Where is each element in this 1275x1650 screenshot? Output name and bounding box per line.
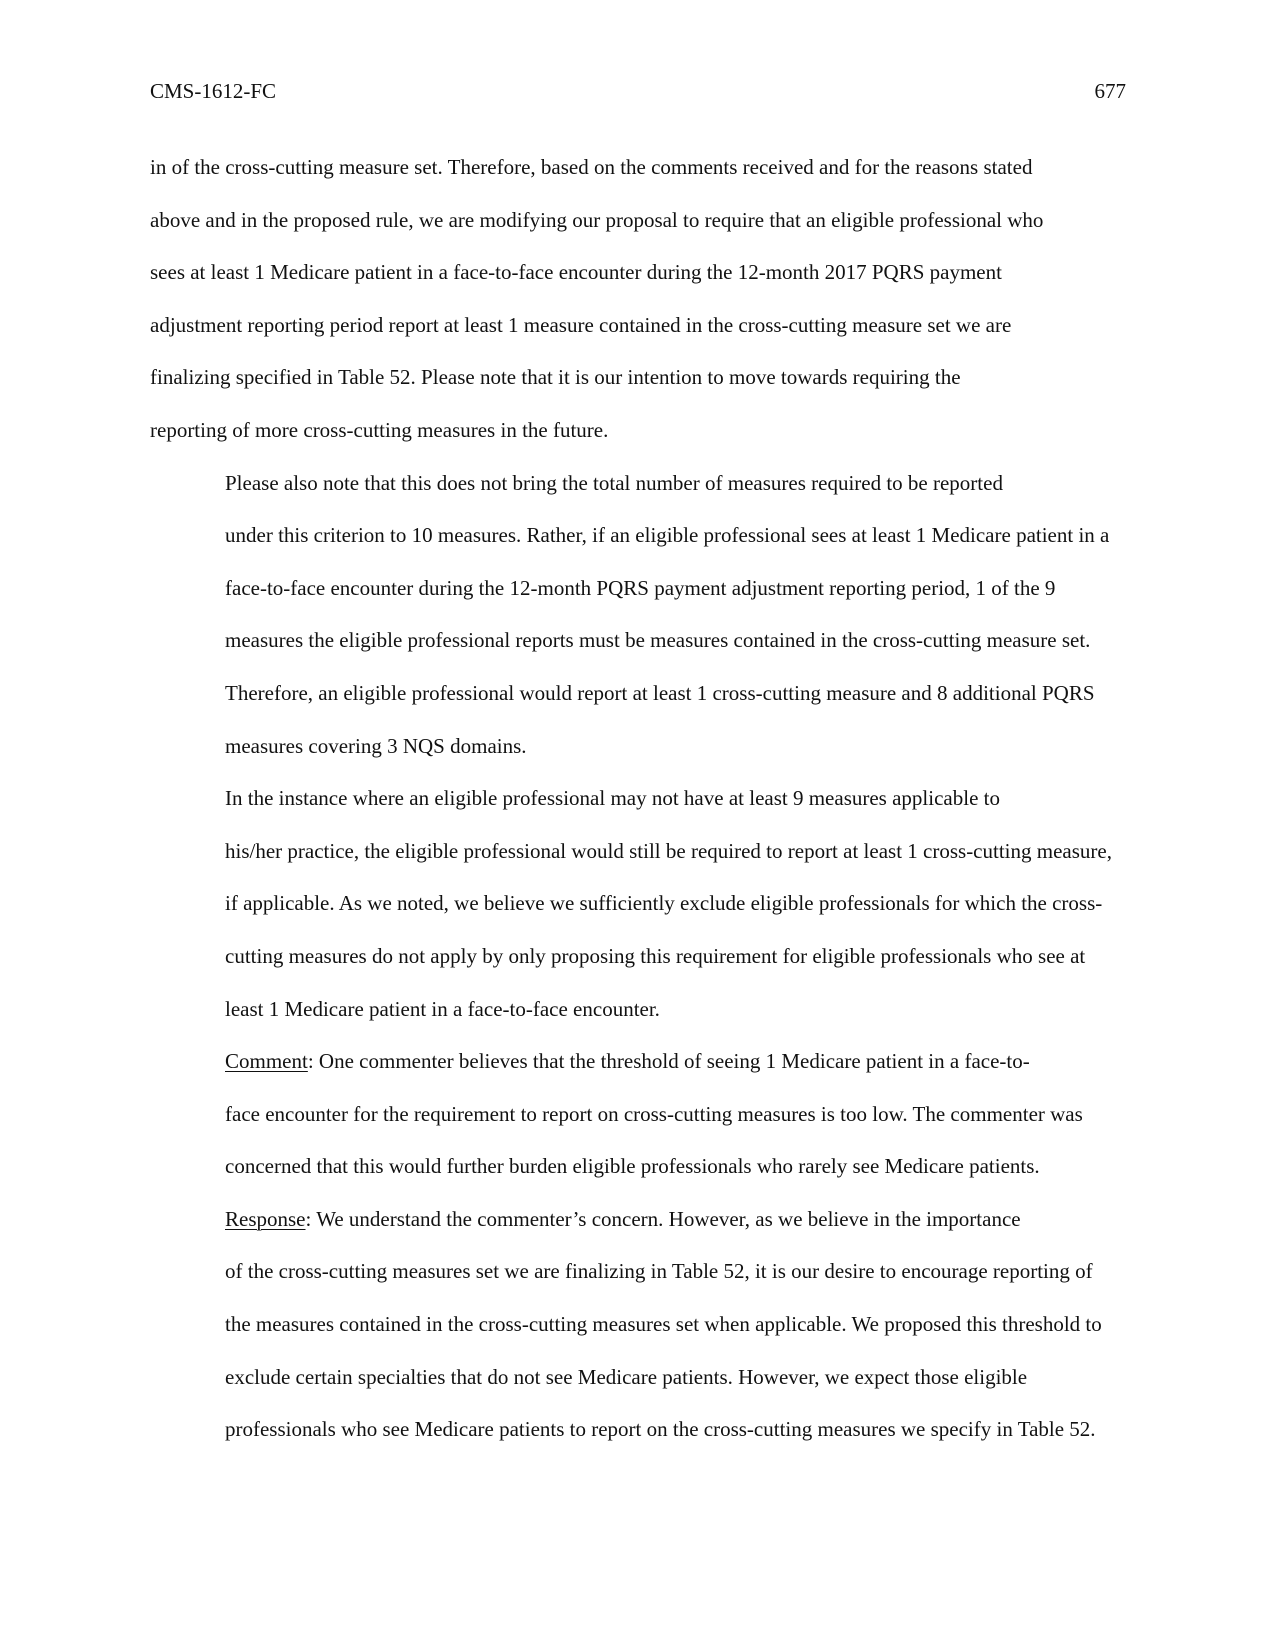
text-line: In the instance where an eligible professional may not have at least 9 measures applicable to [225,786,1000,811]
paragraph-applicability [150,772,1130,1035]
paragraph-comment [150,1035,1130,1193]
paragraph-total-measures [150,457,1130,773]
text-line [150,1193,1130,1246]
document-id: CMS-1612-FC [150,79,277,103]
text-line: reporting of more cross-cutting measures in the future. [150,417,609,442]
text-line: professionals who see Medicare patients to report on the cross-cutting measures we specify in Table 52. [225,1417,1096,1442]
paragraph-response [150,1193,1130,1456]
text-line: under this criterion to 10 measures. Rather, if an eligible professional sees at least 1 Medicare patient in a [225,523,1110,548]
text-line: exclude certain specialties that do not see Medicare patients. However, we expect those eligible [225,1364,1028,1389]
text-line: of the cross-cutting measures set we are finalizing in Table 52, it is our desire to encourage reporting of [225,1259,1093,1284]
text-line: above and in the proposed rule, we are modifying our proposal to require that an eligible professional who [150,207,1044,232]
response-label: Response [225,1206,306,1231]
body-text [150,141,1130,1456]
page-header [150,76,1126,106]
text-line: Therefore, an eligible professional would report at least 1 cross-cutting measure and 8 additional PQRS [225,680,1095,705]
paragraph-continuation [150,141,1130,457]
comment-label: Comment [225,1049,308,1074]
text-line: face-to-face encounter during the 12-month PQRS payment adjustment reporting period, 1 of the 9 [225,575,1056,600]
response-first-line: : We understand the commenter’s concern. However, as we believe in the importance [305,1206,1021,1231]
text-line: his/her practice, the eligible professional would still be required to report at least 1 cross-cutting measure, [225,838,1112,863]
text-line: concerned that this would further burden eligible professionals who rarely see Medicare patients. [225,1154,1040,1179]
text-line: sees at least 1 Medicare patient in a face-to-face encounter during the 12-month 2017 PQRS payment [150,260,1002,285]
text-line: Please also note that this does not bring the total number of measures required to be reported [225,470,1003,495]
text-line: face encounter for the requirement to report on cross-cutting measures is too low. The commenter was [225,1101,1083,1126]
text-line: adjustment reporting period report at least 1 measure contained in the cross-cutting measure set we are [150,312,1012,337]
text-line: the measures contained in the cross-cutting measures set when applicable. We proposed this threshold to [225,1312,1102,1337]
text-line: in of the cross-cutting measure set. Therefore, based on the comments received and for the reasons stated [150,155,1033,179]
text-line [150,1035,1130,1088]
text-line: least 1 Medicare patient in a face-to-face encounter. [225,996,660,1021]
text-line: measures the eligible professional reports must be measures contained in the cross-cutting measure set. [225,628,1091,653]
text-line: measures covering 3 NQS domains. [225,733,527,758]
page-number: 677 [1094,79,1126,103]
text-line: finalizing specified in Table 52. Please note that it is our intention to move towards requiring the [150,365,961,390]
text-line: if applicable. As we noted, we believe we sufficiently exclude eligible professionals for which the cross- [225,891,1103,916]
text-line: cutting measures do not apply by only proposing this requirement for eligible professionals who see at [225,943,1086,968]
comment-first-line: : One commenter believes that the threshold of seeing 1 Medicare patient in a face-to- [307,1049,1030,1074]
